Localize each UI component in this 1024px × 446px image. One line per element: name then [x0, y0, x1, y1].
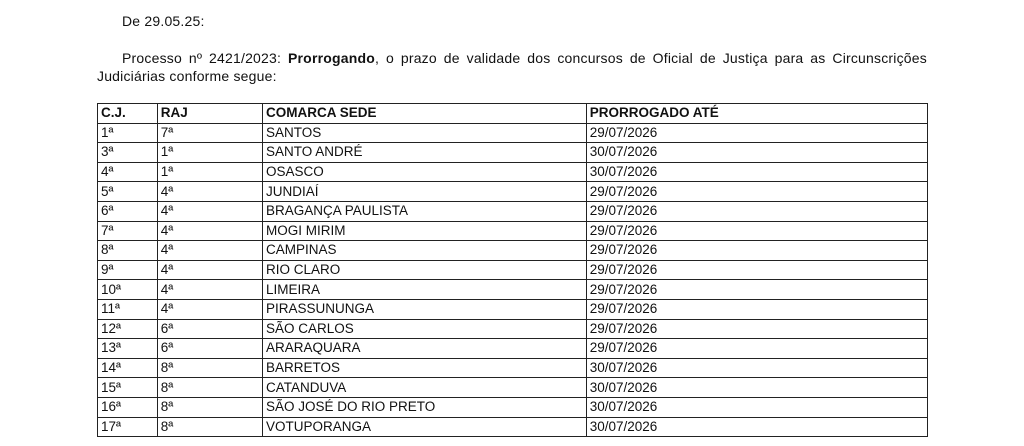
cell-raj: 8ª — [157, 358, 262, 378]
cell-prorrogado-ate: 29/07/2026 — [586, 299, 927, 319]
cell-cj: 11ª — [98, 299, 158, 319]
cell-raj: 8ª — [157, 397, 262, 417]
cell-comarca-sede: RIO CLARO — [262, 260, 586, 280]
cell-cj: 14ª — [98, 358, 158, 378]
table-row — [98, 280, 928, 300]
paragraph-prefix: Processo nº 2421/2023: — [122, 50, 288, 66]
cell-raj: 4ª — [157, 280, 262, 300]
table-row — [98, 143, 928, 163]
cell-raj: 8ª — [157, 378, 262, 398]
table-row — [98, 182, 928, 202]
date-line: De 29.05.25: — [122, 13, 205, 29]
header-raj: RAJ — [157, 104, 262, 124]
cell-comarca-sede: OSASCO — [262, 162, 586, 182]
cell-raj: 8ª — [157, 417, 262, 437]
cell-raj: 1ª — [157, 162, 262, 182]
cell-comarca-sede: ARARAQUARA — [262, 339, 586, 359]
cell-comarca-sede: BRAGANÇA PAULISTA — [262, 201, 586, 221]
cell-prorrogado-ate: 29/07/2026 — [586, 319, 927, 339]
paragraph-first-line — [97, 49, 927, 67]
paragraph-bold-verb: Prorrogando — [288, 50, 375, 66]
header-comarca-sede: COMARCA SEDE — [262, 104, 586, 124]
process-paragraph — [97, 49, 927, 85]
cell-comarca-sede: PIRASSUNUNGA — [262, 299, 586, 319]
cell-comarca-sede: SANTOS — [262, 123, 586, 143]
cell-raj: 4ª — [157, 260, 262, 280]
table-row — [98, 260, 928, 280]
cell-prorrogado-ate: 30/07/2026 — [586, 417, 927, 437]
cell-cj: 16ª — [98, 397, 158, 417]
cell-prorrogado-ate: 29/07/2026 — [586, 123, 927, 143]
table-row — [98, 201, 928, 221]
table-row — [98, 397, 928, 417]
cell-comarca-sede: CAMPINAS — [262, 241, 586, 261]
paragraph-second-line: Judiciárias conforme segue: — [97, 68, 277, 84]
table-row — [98, 378, 928, 398]
cell-comarca-sede: SÃO CARLOS — [262, 319, 586, 339]
paragraph-suffix: , o prazo de validade dos concursos de Oficial de Justiça para as Circunscrições — [374, 50, 927, 66]
cell-raj: 4ª — [157, 299, 262, 319]
cell-comarca-sede: SÃO JOSÉ DO RIO PRETO — [262, 397, 586, 417]
cell-prorrogado-ate: 30/07/2026 — [586, 162, 927, 182]
cell-raj: 6ª — [157, 319, 262, 339]
cell-raj: 4ª — [157, 221, 262, 241]
table-row — [98, 123, 928, 143]
cell-prorrogado-ate: 30/07/2026 — [586, 143, 927, 163]
cell-comarca-sede: JUNDIAÍ — [262, 182, 586, 202]
cell-comarca-sede: LIMEIRA — [262, 280, 586, 300]
cell-cj: 4ª — [98, 162, 158, 182]
extension-table — [97, 103, 928, 437]
cell-cj: 6ª — [98, 201, 158, 221]
cell-prorrogado-ate: 29/07/2026 — [586, 201, 927, 221]
header-cj: C.J. — [98, 104, 158, 124]
cell-raj: 6ª — [157, 339, 262, 359]
cell-comarca-sede: VOTUPORANGA — [262, 417, 586, 437]
table-row — [98, 299, 928, 319]
cell-raj: 1ª — [157, 143, 262, 163]
cell-cj: 15ª — [98, 378, 158, 398]
cell-raj: 7ª — [157, 123, 262, 143]
cell-cj: 7ª — [98, 221, 158, 241]
table-body — [98, 123, 928, 437]
cell-prorrogado-ate: 29/07/2026 — [586, 260, 927, 280]
cell-prorrogado-ate: 29/07/2026 — [586, 182, 927, 202]
cell-comarca-sede: SANTO ANDRÉ — [262, 143, 586, 163]
cell-cj: 12ª — [98, 319, 158, 339]
cell-prorrogado-ate: 29/07/2026 — [586, 280, 927, 300]
cell-cj: 9ª — [98, 260, 158, 280]
cell-cj: 1ª — [98, 123, 158, 143]
cell-raj: 4ª — [157, 182, 262, 202]
cell-prorrogado-ate: 30/07/2026 — [586, 378, 927, 398]
cell-cj: 13ª — [98, 339, 158, 359]
cell-cj: 3ª — [98, 143, 158, 163]
cell-prorrogado-ate: 29/07/2026 — [586, 339, 927, 359]
table-row — [98, 417, 928, 437]
cell-prorrogado-ate: 29/07/2026 — [586, 241, 927, 261]
cell-comarca-sede: MOGI MIRIM — [262, 221, 586, 241]
cell-prorrogado-ate: 30/07/2026 — [586, 397, 927, 417]
cell-prorrogado-ate: 29/07/2026 — [586, 221, 927, 241]
cell-raj: 4ª — [157, 201, 262, 221]
table-row — [98, 221, 928, 241]
cell-prorrogado-ate: 30/07/2026 — [586, 358, 927, 378]
table-row — [98, 162, 928, 182]
cell-cj: 8ª — [98, 241, 158, 261]
cell-comarca-sede: BARRETOS — [262, 358, 586, 378]
table-row — [98, 319, 928, 339]
cell-cj: 17ª — [98, 417, 158, 437]
cell-cj: 5ª — [98, 182, 158, 202]
table-header-row — [98, 104, 928, 124]
header-prorrogado-ate: PRORROGADO ATÉ — [586, 104, 927, 124]
cell-comarca-sede: CATANDUVA — [262, 378, 586, 398]
cell-raj: 4ª — [157, 241, 262, 261]
cell-cj: 10ª — [98, 280, 158, 300]
table-row — [98, 339, 928, 359]
table-row — [98, 241, 928, 261]
table-row — [98, 358, 928, 378]
